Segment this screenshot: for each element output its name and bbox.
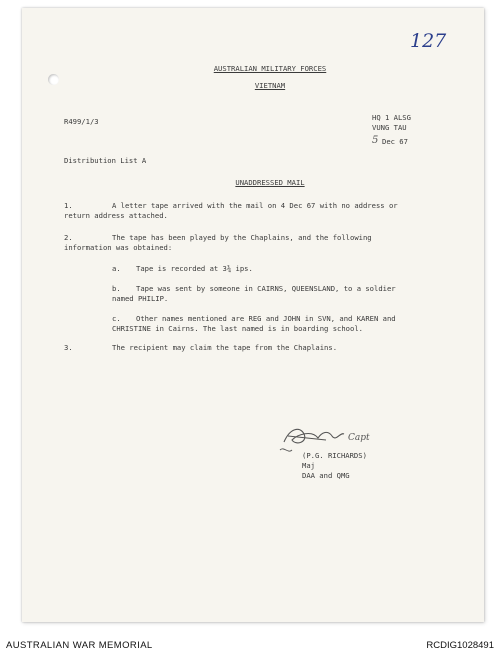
punch-hole: [48, 74, 59, 85]
para-2-line-1: The tape has been played by the Chaplains, and the following: [112, 233, 372, 242]
folio-number: 127: [410, 30, 447, 52]
signatory-name: (P.G. RICHARDS): [302, 451, 367, 460]
sub-a-letter: a.: [112, 264, 121, 273]
archive-credit: AUSTRALIAN WAR MEMORIAL: [6, 640, 153, 651]
address-place: VUNG TAU: [372, 123, 407, 132]
para-1-number: 1.: [64, 201, 73, 210]
para-2-line-2: information was obtained:: [64, 243, 173, 252]
subject-heading: UNADDRESSED MAIL: [235, 178, 305, 187]
para-2-number: 2.: [64, 233, 73, 242]
address-unit: HQ 1 ALSG: [372, 113, 411, 122]
para-1-line-1: A letter tape arrived with the mail on 4 Dec 67 with no address or: [112, 201, 398, 210]
para-1-line-2: return address attached.: [64, 211, 168, 220]
date-month-year: Dec 67: [382, 137, 408, 146]
reference-number: R499/1/3: [64, 117, 99, 126]
signatory-position: DAA and QMG: [302, 471, 350, 480]
signatory-rank: Maj: [302, 461, 315, 470]
sub-b-letter: b.: [112, 284, 121, 293]
sub-c-line-1: Other names mentioned are REG and JOHN in SVN, and KAREN and: [136, 314, 396, 323]
sub-a-line-1: Tape is recorded at 3¾ ips.: [136, 264, 253, 273]
para-3-number: 3.: [64, 343, 73, 352]
sub-b-line-1: Tape was sent by someone in CAIRNS, QUEENSLAND, to a soldier: [136, 284, 396, 293]
sub-c-line-2: CHRISTINE in Cairns. The last named is in boarding school.: [112, 324, 363, 333]
sub-c-letter: c.: [112, 314, 121, 323]
sub-b-line-2: named PHILIP.: [112, 294, 169, 303]
distribution-line: Distribution List A: [64, 156, 147, 165]
header-line-2: VIETNAM: [254, 81, 286, 90]
para-3-line-1: The recipient may claim the tape from the Chaplains.: [112, 343, 338, 352]
signature-capt-handwritten: Capt: [348, 433, 370, 443]
header-line-1: AUSTRALIAN MILITARY FORCES: [213, 64, 327, 73]
date-day-handwritten: 5: [372, 135, 379, 146]
archive-id: RCDIG1028491: [426, 640, 494, 651]
